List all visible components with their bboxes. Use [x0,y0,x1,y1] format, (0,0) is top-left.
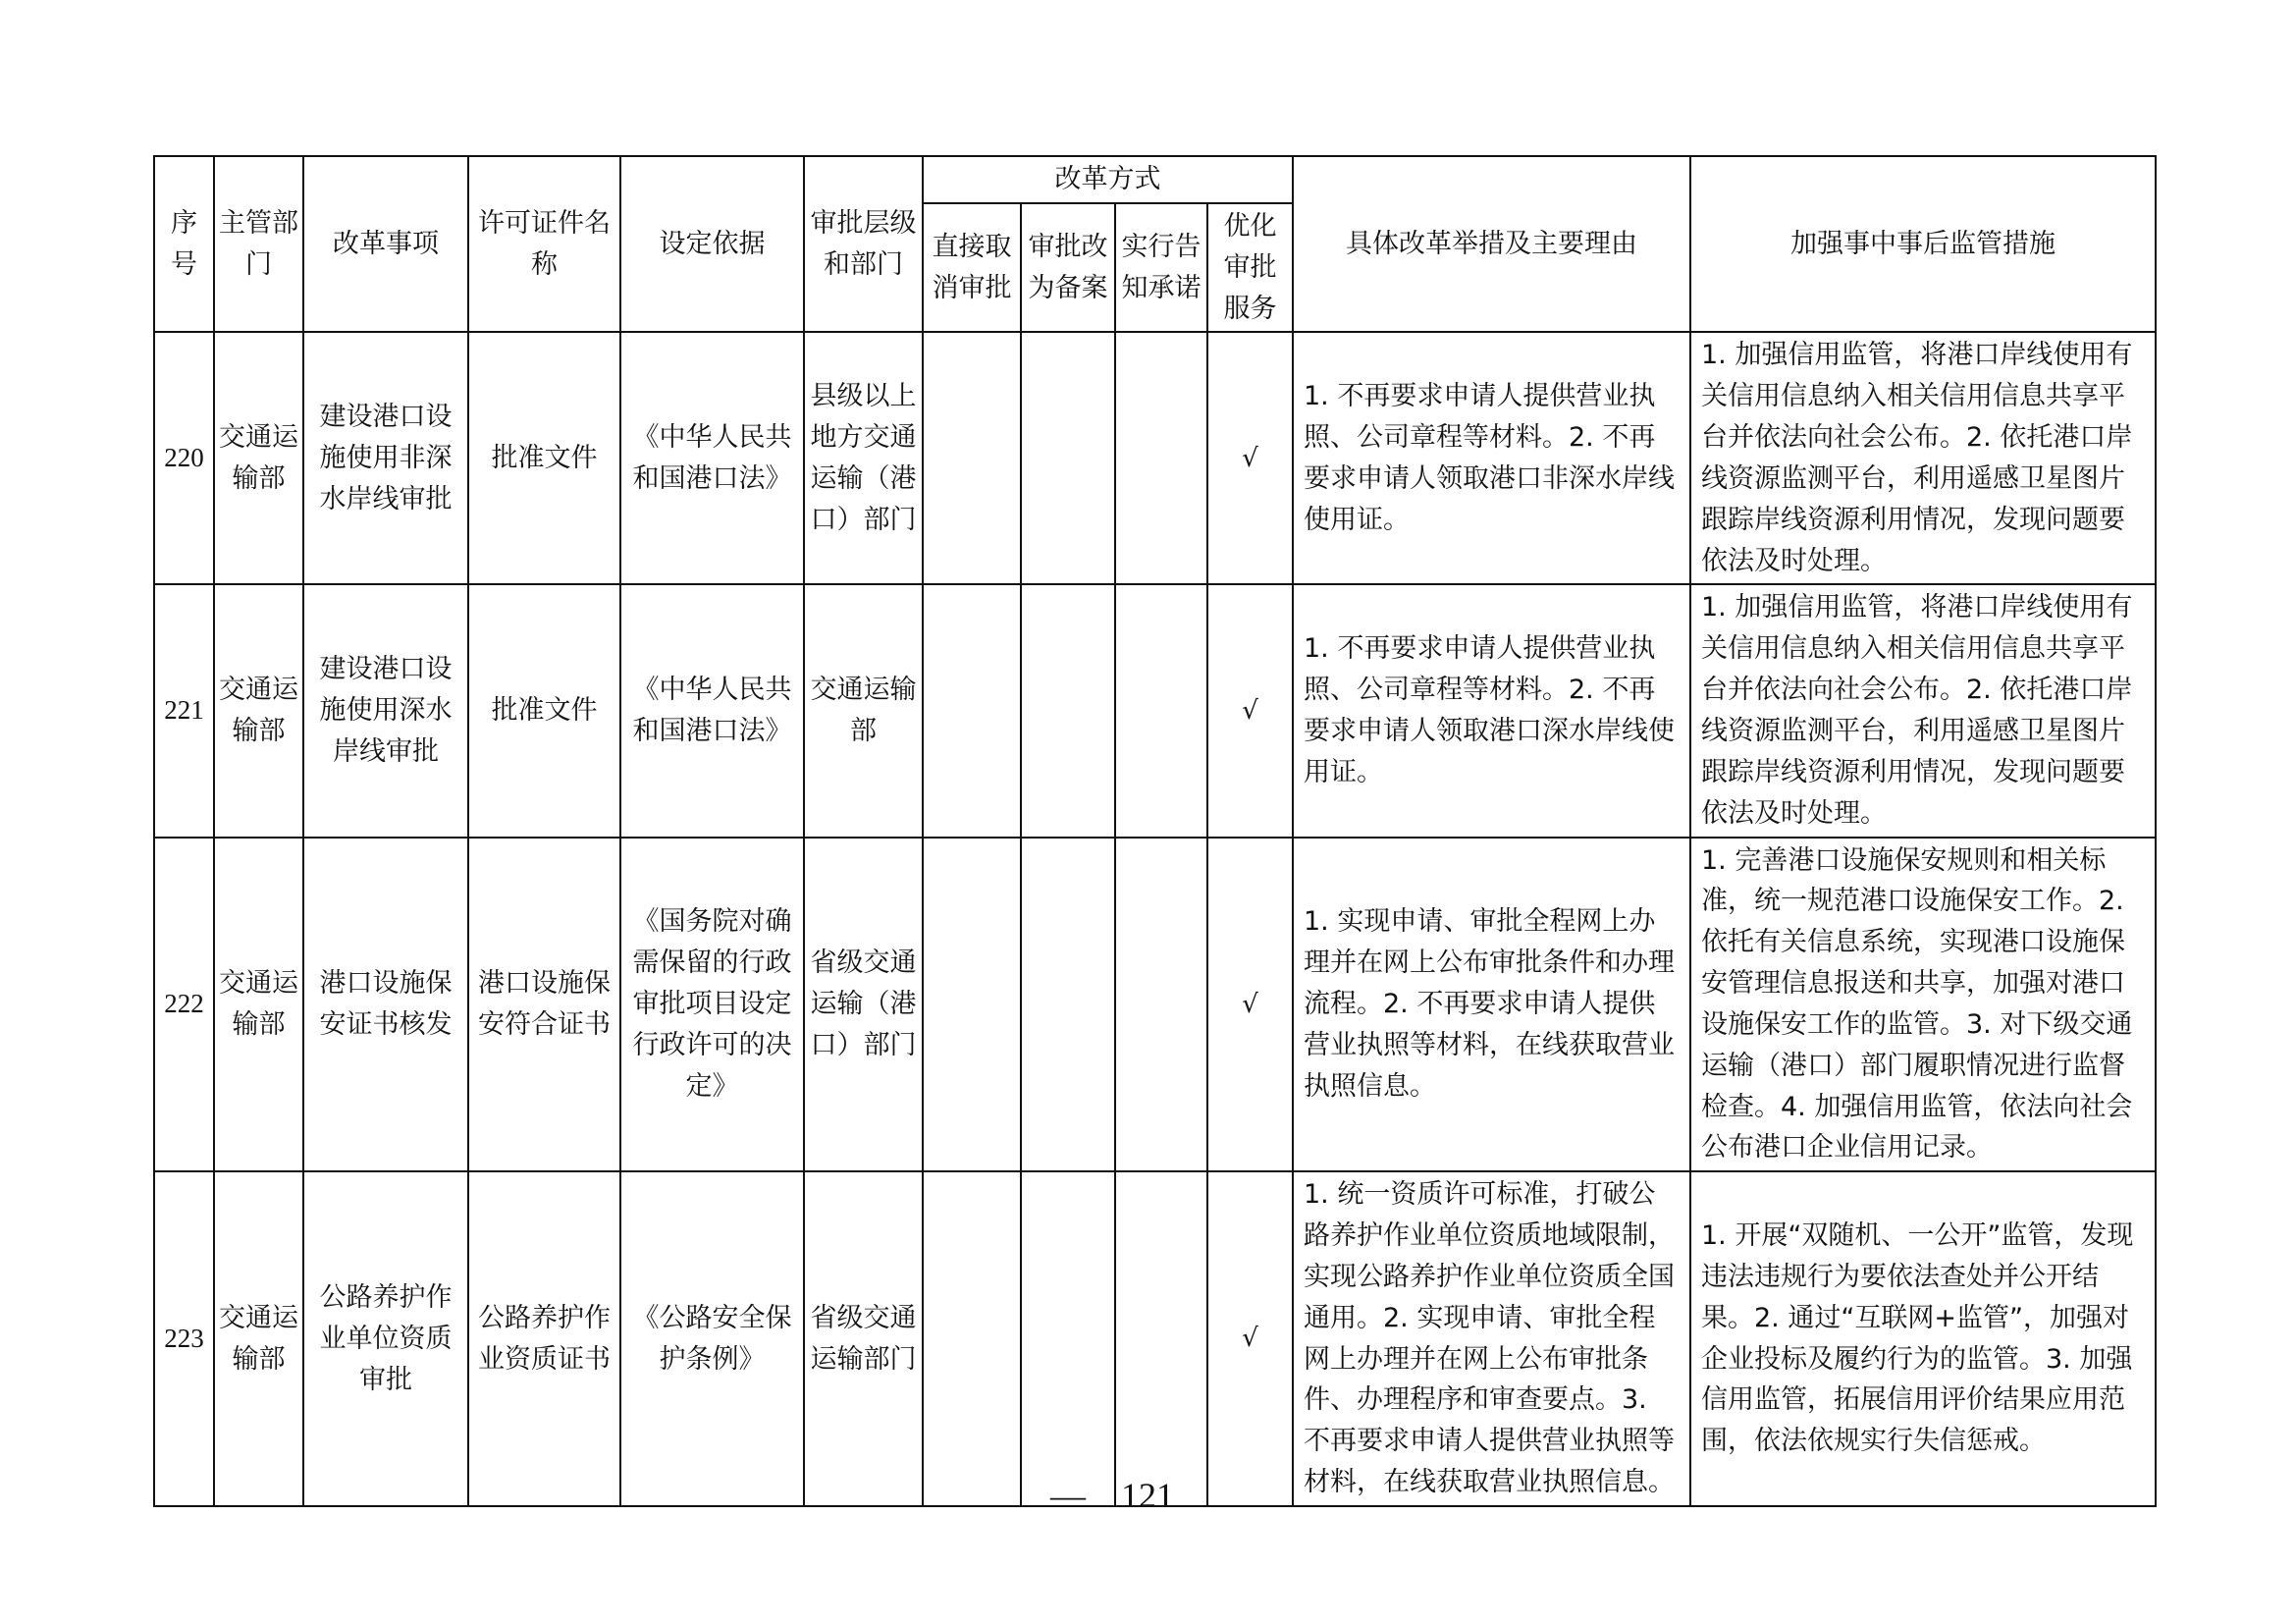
row-mode-cancel [923,584,1021,837]
row-basis: 《公路安全保护条例》 [620,1171,804,1506]
row-measures: 1. 不再要求申请人提供营业执照、公司章程等材料。2. 不再要求申请人领取港口非深水岸线使用证。 [1293,332,1690,584]
header-level: 审批层级和部门 [804,156,923,332]
row-measures: 1. 统一资质许可标准，打破公路养护作业单位资质地域限制，实现公路养护作业单位资质全国通用。2. 实现申请、审批全程网上办理并在网上公布审批条件、办理程序和审查要点。3. 不再要求申请人提供营业执照等材料，在线获取营业执照信息。 [1293,1171,1690,1506]
row-level: 省级交通运输（港口）部门 [804,838,923,1172]
row-supervision: 1. 完善港口设施保安规则和相关标准，统一规范港口设施保安工作。2. 依托有关信息系统，实现港口设施保安管理信息报送和共享，加强对港口设施保安工作的监管。3. 对下级交通运输（港口）部门履职情况进行监督检查。4. 加强信用监管，依法向社会公布港口企业信用记录。 [1690,838,2156,1172]
row-seq: 222 [154,838,214,1172]
row-mode-filing [1021,332,1115,584]
row-seq: 221 [154,584,214,837]
header-measures: 具体改革举措及主要理由 [1293,156,1690,332]
row-measures: 1. 不再要求申请人提供营业执照、公司章程等材料。2. 不再要求申请人领取港口深水岸线使用证。 [1293,584,1690,837]
table-row [154,1171,2156,1506]
row-mode-commitment [1115,584,1207,837]
row-level: 县级以上地方交通运输（港口）部门 [804,332,923,584]
row-item: 公路养护作业单位资质审批 [303,1171,468,1506]
header-row [154,156,2156,203]
row-item: 港口设施保安证书核发 [303,838,468,1172]
header-mode-filing: 审批改为备案 [1021,203,1115,333]
row-license: 公路养护作业资质证书 [468,1171,620,1506]
row-mode-cancel [923,838,1021,1172]
row-supervision: 1. 加强信用监管，将港口岸线使用有关信用信息纳入相关信用信息共享平台并依法向社会公布。2. 依托港口岸线资源监测平台，利用遥感卫星图片跟踪岸线资源利用情况，发现问题要依法及时处理。 [1690,584,2156,837]
header-reform-mode: 改革方式 [923,156,1293,203]
row-license: 港口设施保安符合证书 [468,838,620,1172]
row-measures: 1. 实现申请、审批全程网上办理并在网上公布审批条件和办理流程。2. 不再要求申请人提供营业执照等材料，在线获取营业执照信息。 [1293,838,1690,1172]
reform-items-table [153,155,2157,1507]
row-mode-cancel [923,332,1021,584]
header-mode-cancel: 直接取消审批 [923,203,1021,333]
header-basis: 设定依据 [620,156,804,332]
row-mode-commitment [1115,838,1207,1172]
row-supervision: 1. 开展“双随机、一公开”监管，发现违法违规行为要依法查处并公开结果。2. 通过“互联网+监管”，加强对企业投标及履约行为的监管。3. 加强信用监管，拓展信用评价结果应用范围，依法依规实行失信惩戒。 [1690,1171,2156,1506]
header-dept: 主管部门 [214,156,303,332]
row-license: 批准文件 [468,584,620,837]
row-mode-filing [1021,1171,1115,1506]
row-mode-optimize-check: √ [1207,584,1293,837]
header-supervision: 加强事中事后监管措施 [1690,156,2156,332]
row-mode-filing [1021,838,1115,1172]
row-license: 批准文件 [468,332,620,584]
row-mode-optimize-check: √ [1207,838,1293,1172]
row-seq: 223 [154,1171,214,1506]
row-mode-optimize-check: √ [1207,1171,1293,1506]
row-mode-commitment [1115,1171,1207,1506]
row-mode-optimize-check: √ [1207,332,1293,584]
header-seq: 序号 [154,156,214,332]
table-row [154,838,2156,1172]
row-dept: 交通运输部 [214,1171,303,1506]
row-dept: 交通运输部 [214,332,303,584]
row-level: 交通运输部 [804,584,923,837]
header-license: 许可证件名称 [468,156,620,332]
row-dept: 交通运输部 [214,838,303,1172]
header-item: 改革事项 [303,156,468,332]
table-row [154,332,2156,584]
row-basis: 《国务院对确需保留的行政审批项目设定行政许可的决定》 [620,838,804,1172]
row-dept: 交通运输部 [214,584,303,837]
header-mode-optimize: 优化审批服务 [1207,203,1293,333]
row-level: 省级交通运输部门 [804,1171,923,1506]
page-number: — 121 [1050,1476,1175,1515]
row-supervision: 1. 加强信用监管，将港口岸线使用有关信用信息纳入相关信用信息共享平台并依法向社会公布。2. 依托港口岸线资源监测平台，利用遥感卫星图片跟踪岸线资源利用情况，发现问题要依法及时处理。 [1690,332,2156,584]
row-mode-cancel [923,1171,1021,1506]
table-row [154,584,2156,837]
row-item: 建设港口设施使用非深水岸线审批 [303,332,468,584]
row-item: 建设港口设施使用深水岸线审批 [303,584,468,837]
row-basis: 《中华人民共和国港口法》 [620,584,804,837]
row-seq: 220 [154,332,214,584]
header-mode-commitment: 实行告知承诺 [1115,203,1207,333]
row-mode-filing [1021,584,1115,837]
row-mode-commitment [1115,332,1207,584]
row-basis: 《中华人民共和国港口法》 [620,332,804,584]
